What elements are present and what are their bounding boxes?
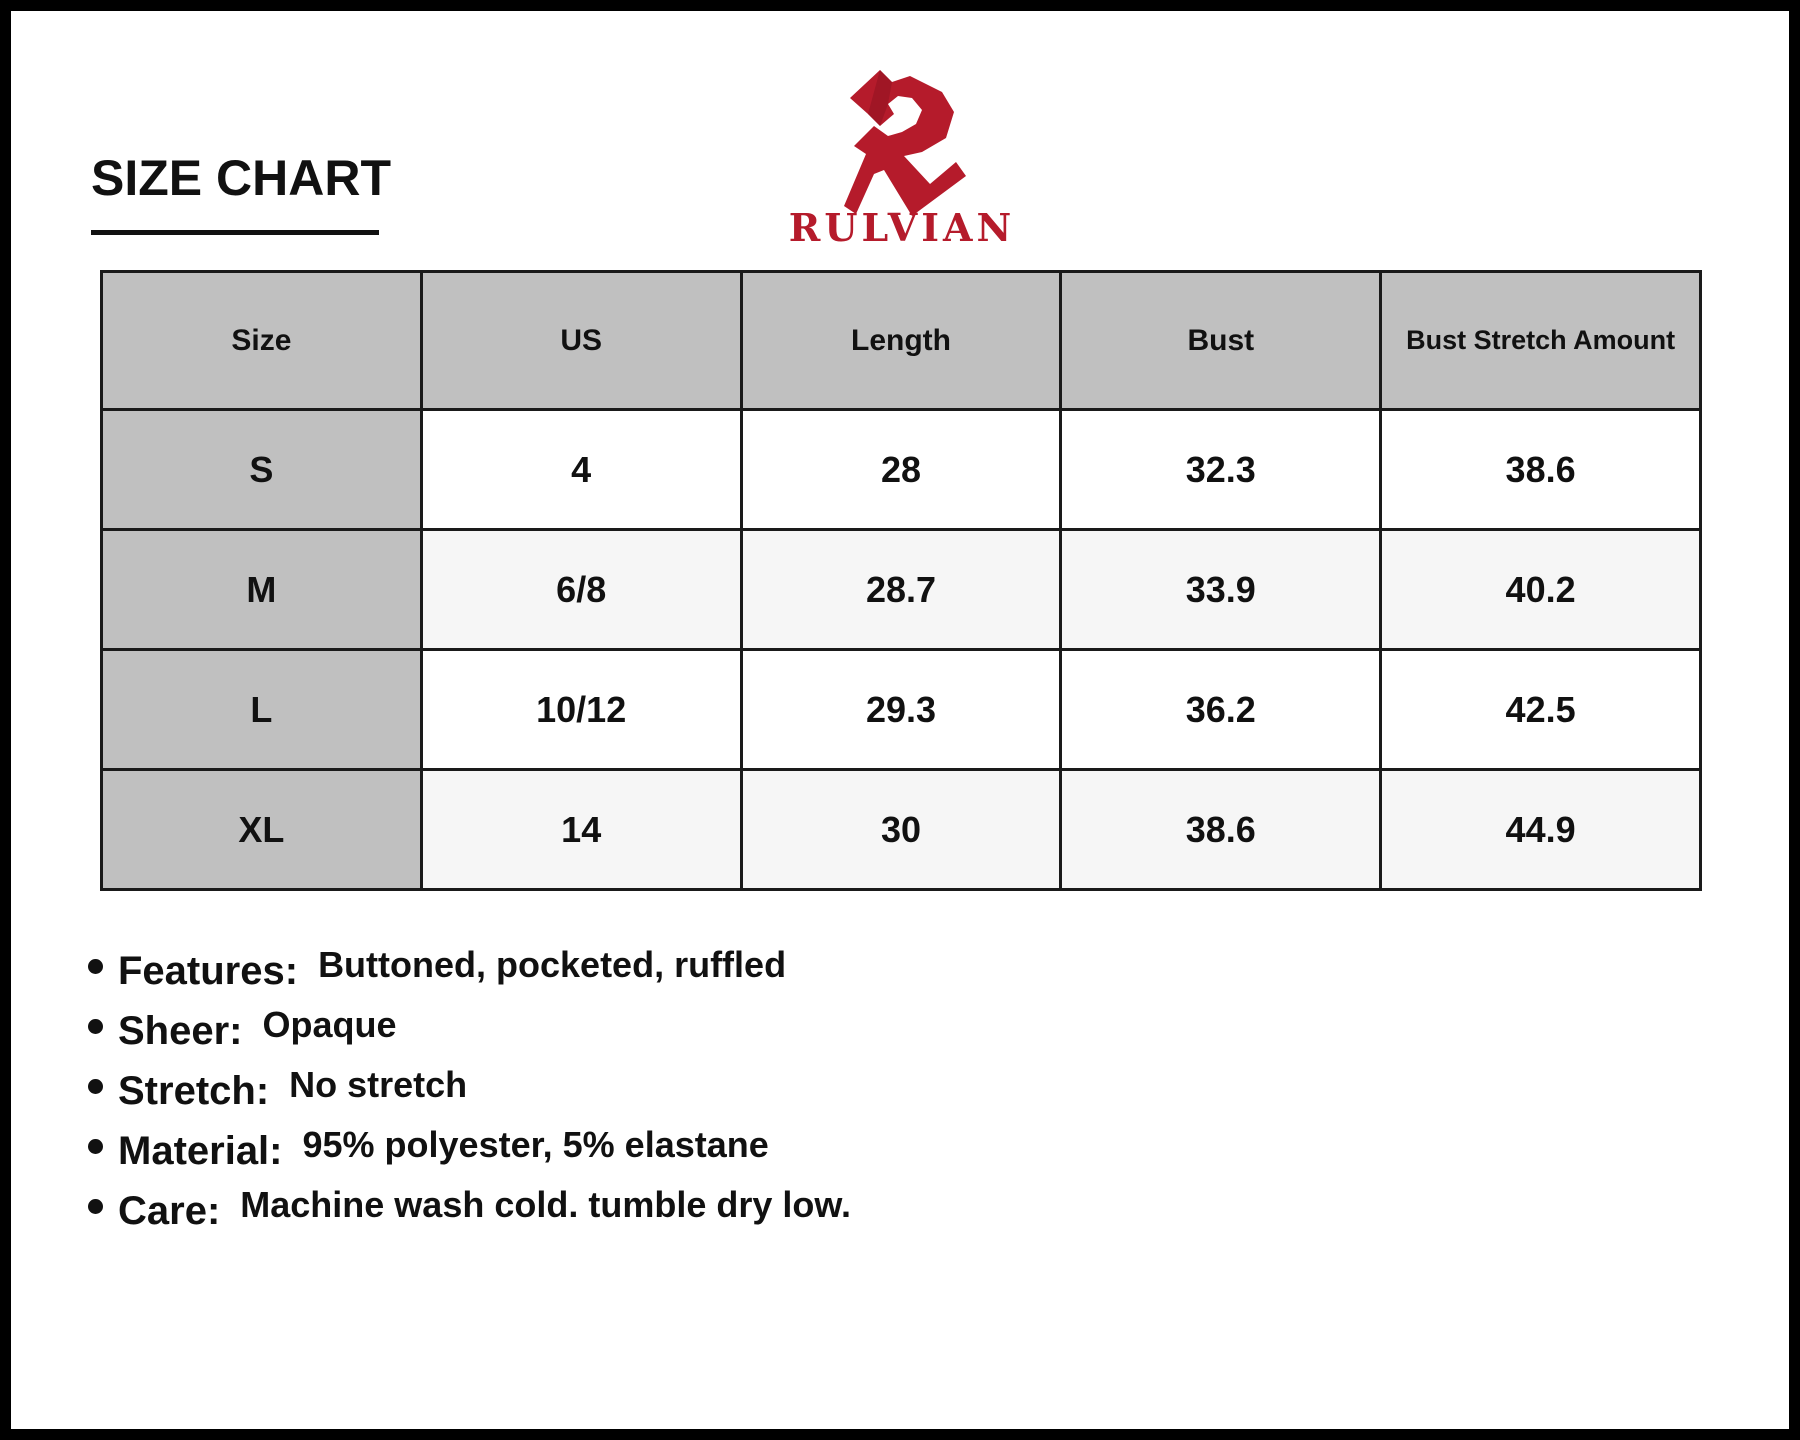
cell-bust-stretch: 42.5 bbox=[1381, 650, 1701, 770]
cell-size: M bbox=[102, 530, 422, 650]
brand-name: RULVIAN bbox=[788, 205, 1016, 250]
bullet-icon bbox=[88, 1019, 103, 1034]
column-header-bust-stretch: Bust Stretch Amount bbox=[1381, 272, 1701, 410]
detail-value: 95% polyester, 5% elastane bbox=[302, 1124, 769, 1165]
list-item bbox=[88, 938, 851, 998]
list-item bbox=[88, 998, 851, 1058]
cell-us: 10/12 bbox=[421, 650, 741, 770]
title-block bbox=[91, 148, 391, 208]
column-header-us: US bbox=[421, 272, 741, 410]
table-row bbox=[102, 770, 1701, 890]
product-details-list bbox=[88, 938, 851, 1238]
detail-label: Care: bbox=[118, 1188, 221, 1233]
cell-size: L bbox=[102, 650, 422, 770]
list-item bbox=[88, 1118, 851, 1178]
bullet-icon bbox=[88, 1139, 103, 1154]
column-header-bust: Bust bbox=[1061, 272, 1381, 410]
detail-value: Opaque bbox=[262, 1004, 397, 1045]
list-item bbox=[88, 1178, 851, 1238]
detail-value: Machine wash cold. tumble dry low. bbox=[240, 1184, 852, 1225]
cell-bust-stretch: 40.2 bbox=[1381, 530, 1701, 650]
cell-size: S bbox=[102, 410, 422, 530]
cell-bust: 38.6 bbox=[1061, 770, 1381, 890]
column-header-length: Length bbox=[741, 272, 1061, 410]
detail-label: Sheer: bbox=[118, 1008, 243, 1053]
cell-bust: 32.3 bbox=[1061, 410, 1381, 530]
cell-us: 14 bbox=[421, 770, 741, 890]
cell-bust-stretch: 44.9 bbox=[1381, 770, 1701, 890]
cell-length: 30 bbox=[741, 770, 1061, 890]
bullet-icon bbox=[88, 1199, 103, 1214]
detail-label: Features: bbox=[118, 948, 299, 993]
detail-label: Material: bbox=[118, 1128, 283, 1173]
detail-value: Buttoned, pocketed, ruffled bbox=[318, 944, 787, 985]
cell-length: 28.7 bbox=[741, 530, 1061, 650]
list-item bbox=[88, 1058, 851, 1118]
cell-us: 6/8 bbox=[421, 530, 741, 650]
size-chart-table bbox=[100, 270, 1702, 891]
table-row bbox=[102, 650, 1701, 770]
page-title: SIZE CHART bbox=[91, 150, 391, 206]
detail-label: Stretch: bbox=[118, 1068, 270, 1113]
cell-us: 4 bbox=[421, 410, 741, 530]
column-header-size: Size bbox=[102, 272, 422, 410]
cell-length: 28 bbox=[741, 410, 1061, 530]
detail-value: No stretch bbox=[289, 1064, 468, 1105]
table-row bbox=[102, 530, 1701, 650]
cell-bust-stretch: 38.6 bbox=[1381, 410, 1701, 530]
table-header-row bbox=[102, 272, 1701, 410]
cell-bust: 33.9 bbox=[1061, 530, 1381, 650]
cell-length: 29.3 bbox=[741, 650, 1061, 770]
title-underline bbox=[91, 230, 379, 235]
bullet-icon bbox=[88, 1079, 103, 1094]
cell-bust: 36.2 bbox=[1061, 650, 1381, 770]
table-row bbox=[102, 410, 1701, 530]
bullet-icon bbox=[88, 959, 103, 974]
cell-size: XL bbox=[102, 770, 422, 890]
